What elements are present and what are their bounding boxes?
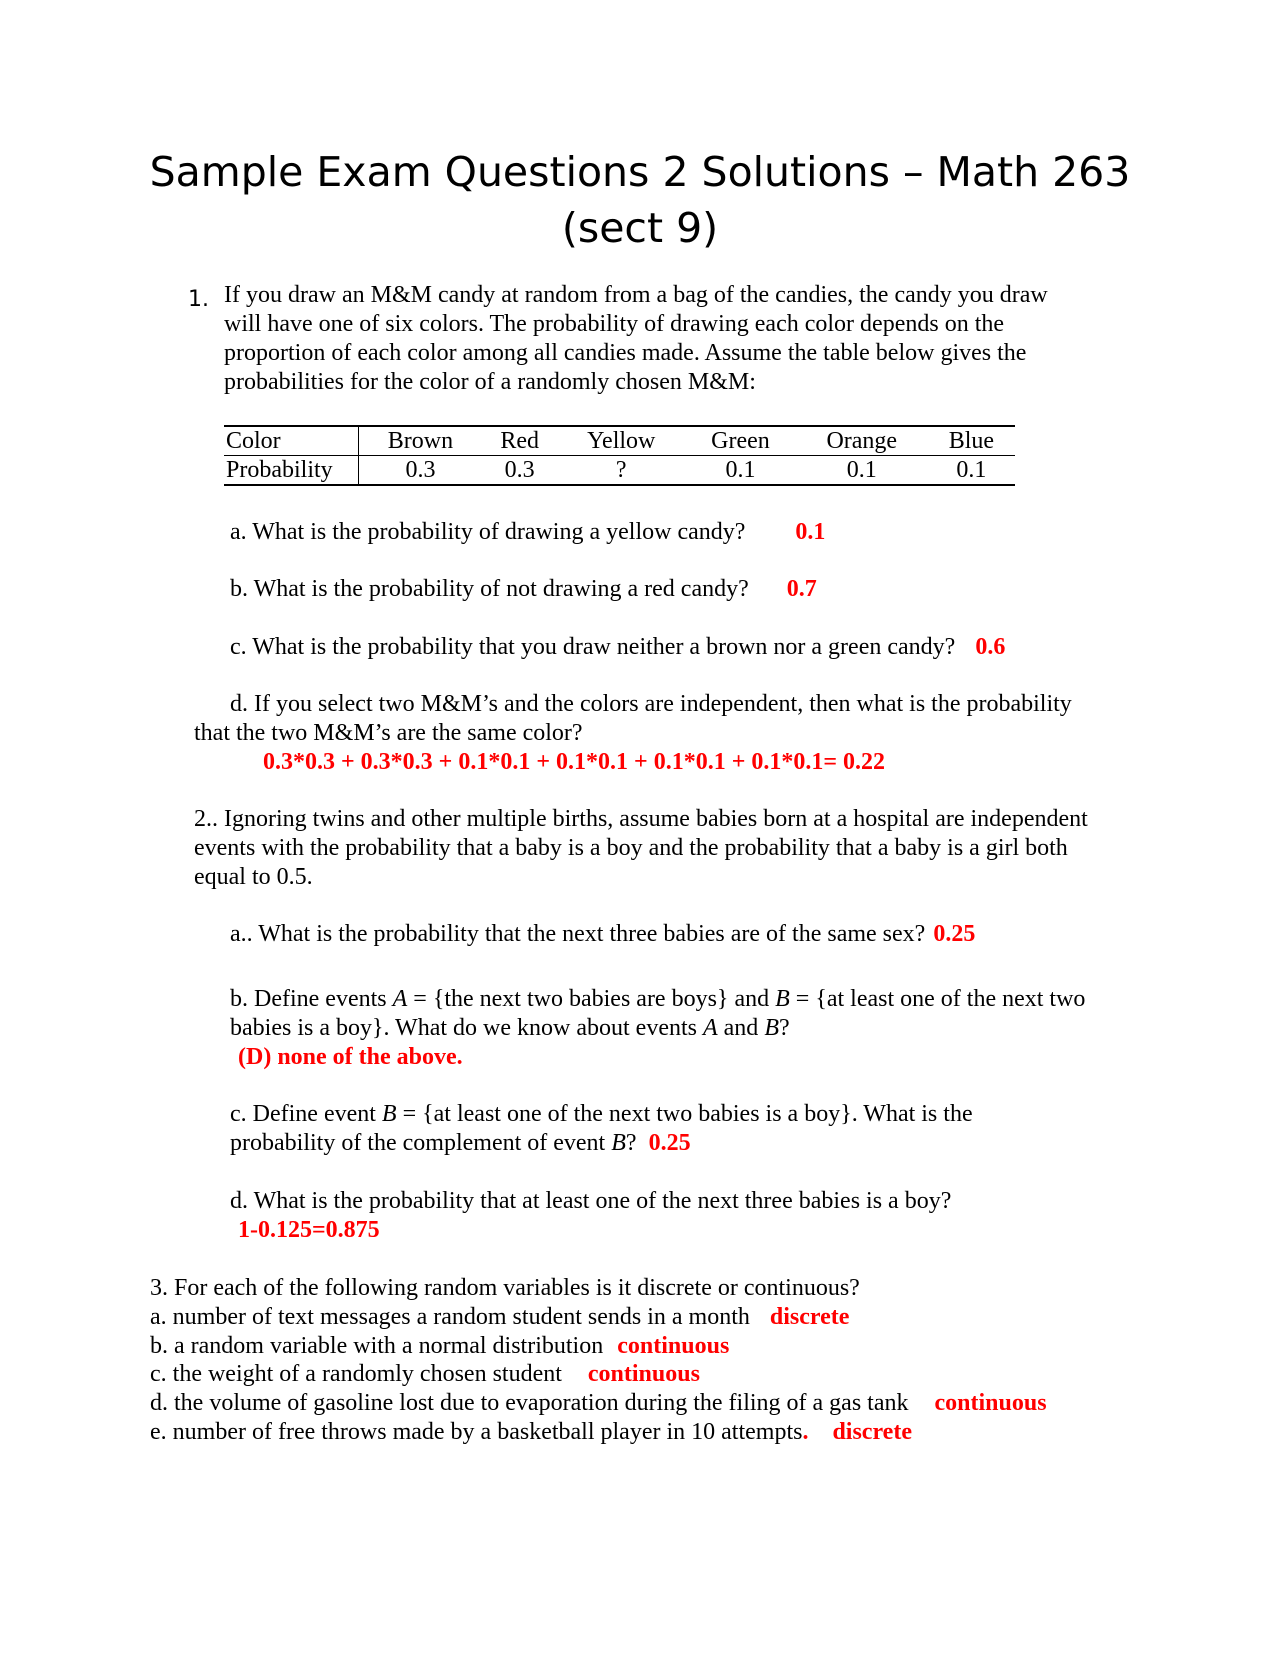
probability-table	[224, 425, 1015, 486]
q3e-dot: .	[802, 1419, 809, 1445]
q1b-answer: 0.7	[786, 576, 817, 602]
q2-text: 2.. Ignoring twins and other multiple births, assume babies born at a hospital are independent events with the probability that a baby is a boy and the probability that a baby is a girl both equal to 0.5.	[194, 806, 1088, 890]
q1c-question: c. What is the probability that you draw neither a brown nor a green candy?	[230, 634, 956, 660]
table-cell: Blue	[928, 426, 1015, 456]
event-b: B	[611, 1130, 626, 1156]
table-cell: Yellow	[557, 426, 685, 456]
table-cell: 0.3	[405, 457, 436, 483]
q3-item-b	[150, 1332, 729, 1361]
q1d-question-line2: that the two M&M’s are the same color?	[194, 720, 583, 746]
q3e-answer: discrete	[832, 1419, 912, 1445]
table-row-colors	[224, 426, 1015, 456]
q3a-question: a. number of text messages a random student sends in a month	[150, 1304, 750, 1330]
event-b: B	[381, 1101, 397, 1127]
q3c-question: c. the weight of a randomly chosen student	[150, 1361, 562, 1387]
q3-item-c	[150, 1360, 700, 1389]
table-row-probabilities	[224, 456, 1015, 486]
event-b: B	[775, 986, 790, 1012]
table-header-color: Color	[224, 426, 359, 456]
q2b-answer: (D) none of the above.	[238, 1044, 463, 1070]
q1d-question-line1: d. If you select two M&M’s and the colors are independent, then what is the probability	[230, 691, 1072, 717]
q3d-answer: continuous	[934, 1390, 1047, 1416]
q1a	[230, 518, 825, 547]
q3-item-a	[150, 1303, 849, 1332]
event-a: A	[702, 1015, 718, 1041]
event-a: A	[392, 986, 408, 1012]
q2b-text: = {the next two babies are boys} and	[407, 986, 776, 1012]
q3-item-e	[150, 1418, 912, 1447]
q3a-answer: discrete	[769, 1304, 850, 1330]
q3e-question: e. number of free throws made by a basketball player in 10 attempts	[150, 1419, 803, 1445]
q2c-text: = {at least one of the next two babies is a boy}. What is the probability of the complement of event	[230, 1101, 973, 1156]
q3-heading: 3. For each of the following random variables is it discrete or continuous?	[150, 1275, 860, 1301]
table-cell: Orange	[796, 426, 928, 456]
q2c-text: c. Define event	[230, 1101, 382, 1127]
q1b	[230, 575, 817, 604]
q1c	[230, 633, 1005, 662]
q3-item-d	[150, 1389, 1047, 1418]
table-cell: 0.3	[504, 457, 535, 483]
q3d-question: d. the volume of gasoline lost due to evaporation during the filing of a gas tank	[150, 1390, 909, 1416]
q2b-text: and	[717, 1015, 765, 1041]
q2c-text: ?	[625, 1130, 637, 1156]
q2d-question: d. What is the probability that at least one of the next three babies is a boy?	[230, 1188, 952, 1214]
q2a	[230, 920, 975, 949]
q3b-question: b. a random variable with a normal distribution	[150, 1333, 604, 1359]
q1c-answer: 0.6	[975, 634, 1006, 660]
q3c-answer: continuous	[587, 1361, 700, 1387]
table-cell: 0.1	[846, 457, 877, 483]
q1b-question: b. What is the probability of not drawing a red candy?	[230, 576, 749, 602]
page-title: Sample Exam Questions 2 Solutions – Math 263 (sect 9)	[149, 148, 1131, 252]
q2b-text: b. Define events	[230, 986, 393, 1012]
q1-text: If you draw an M&M candy at random from a bag of the candies, the candy you draw will have one of six colors. The probability of drawing each color depends on the proportion of each color among all candies made. Assume the table below gives the probabilities for the color of a randomly chosen M&M:	[224, 282, 1048, 395]
event-b: B	[764, 1015, 779, 1041]
table-cell: Green	[685, 426, 796, 456]
q2b-text: ?	[778, 1015, 790, 1041]
table-cell: 0.1	[956, 457, 987, 483]
q1-number: 1.	[188, 287, 209, 312]
table-cell: Red	[482, 426, 557, 456]
q3b-answer: continuous	[617, 1333, 730, 1359]
q2a-answer: 0.25	[933, 921, 976, 947]
q1a-answer: 0.1	[795, 519, 826, 545]
q2d-answer: 1-0.125=0.875	[238, 1217, 380, 1243]
table-cell: ?	[615, 457, 627, 483]
q2b-question	[230, 985, 1100, 1043]
table-header-probability: Probability	[224, 456, 359, 486]
table-cell: Brown	[359, 426, 482, 456]
q2c-answer: 0.25	[648, 1130, 691, 1156]
q1a-question: a. What is the probability of drawing a yellow candy?	[230, 519, 746, 545]
q2b-text: = {at least one of the next two babies is a boy}. What do we know about events	[230, 986, 1086, 1041]
q2c-question	[230, 1100, 1030, 1158]
q2a-question: a.. What is the probability that the next three babies are of the same sex?	[230, 921, 926, 947]
table-cell: 0.1	[725, 457, 756, 483]
q1d-answer: 0.3*0.3 + 0.3*0.3 + 0.1*0.1 + 0.1*0.1 + 0.1*0.1 + 0.1*0.1= 0.22	[263, 749, 886, 775]
